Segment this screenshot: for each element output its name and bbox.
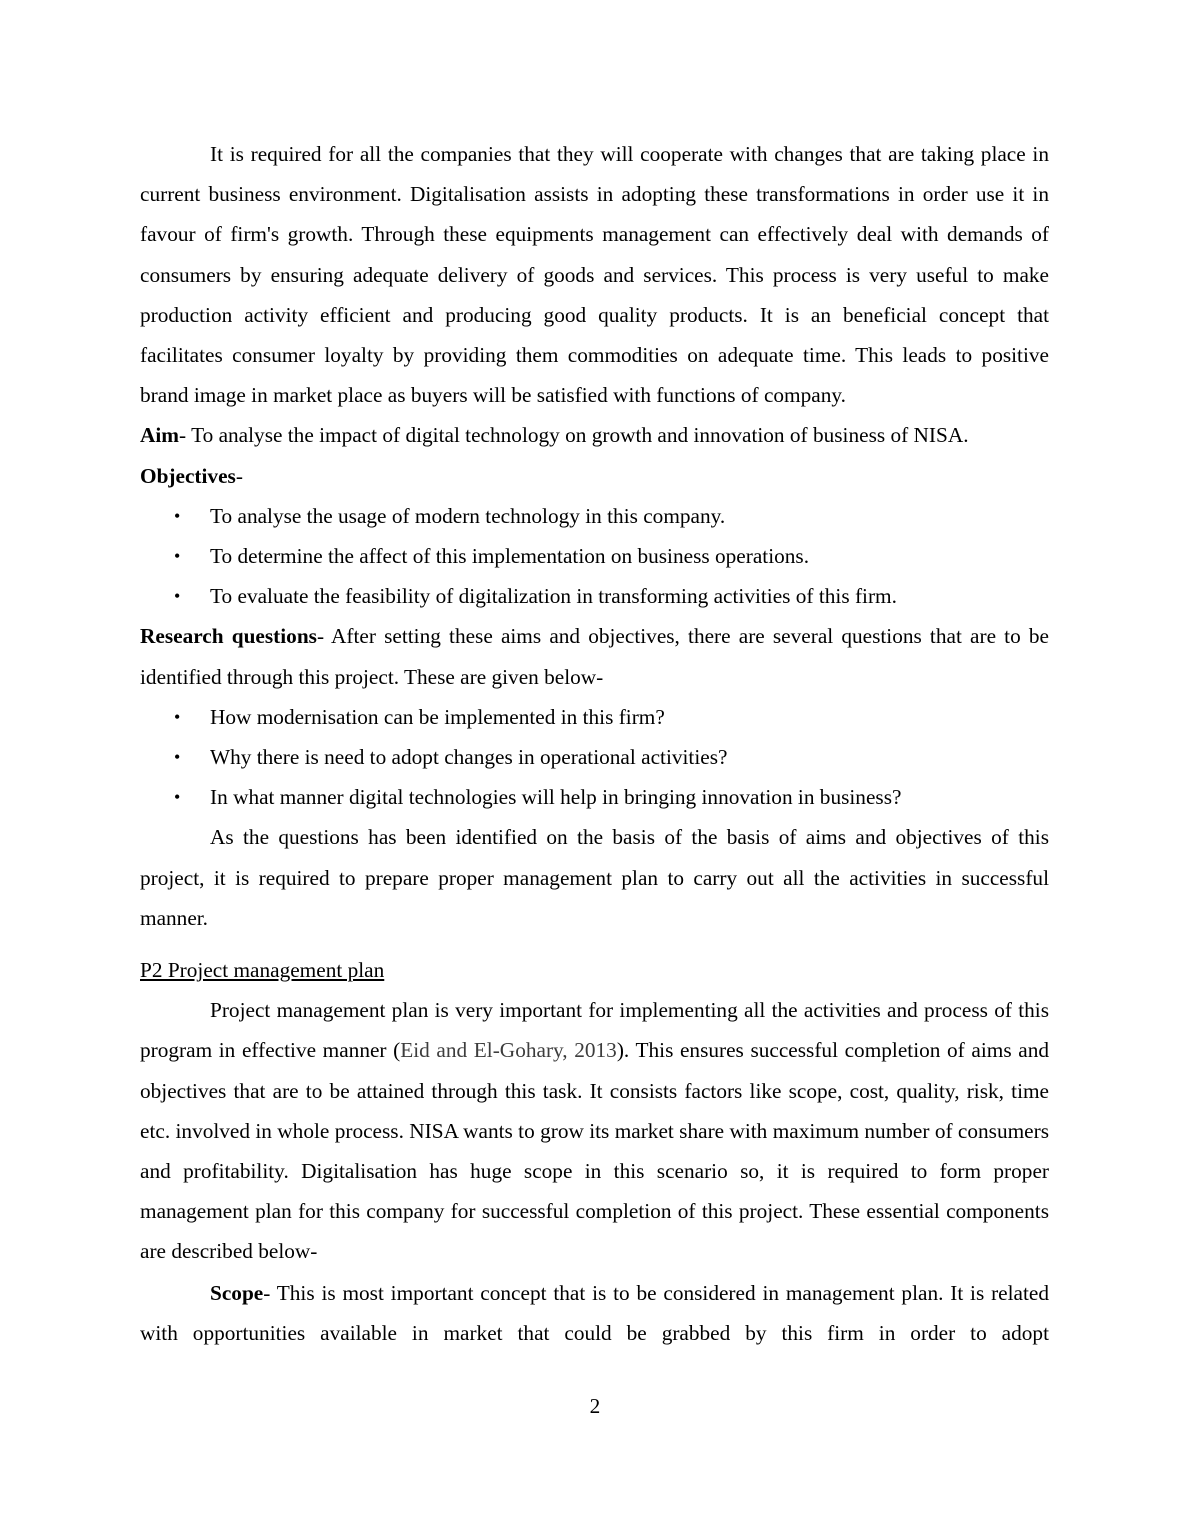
research-questions-text: - After setting these aims and objectives, there are several questions that are to be identified through this project. These are given below- <box>140 624 1049 689</box>
objectives-label: Objectives <box>140 463 236 488</box>
research-questions-label: Research questions <box>140 624 317 649</box>
research-questions-closing: As the questions has been identified on the basis of the basis of aims and objectives of this project, it is required to prepare proper management plan to carry out all the activities in successful manner. <box>140 825 1049 930</box>
bullet-icon: • <box>174 546 181 567</box>
list-item <box>140 576 1049 616</box>
page-number: 2 <box>589 1394 601 1418</box>
aim-text: - To analyse the impact of digital technology on growth and innovation of business of NISA. <box>179 423 969 448</box>
research-questions-paragraph <box>140 616 1049 696</box>
p2-paragraph <box>140 990 1049 1271</box>
bullet-icon: • <box>174 586 181 607</box>
list-item-text: In what manner digital technologies will help in bringing innovation in business? <box>210 785 902 810</box>
list-item-text: Why there is need to adopt changes in operational activities? <box>210 745 728 770</box>
bullet-icon: • <box>174 505 181 526</box>
bullet-icon: • <box>174 706 181 727</box>
objectives-list <box>140 496 1049 617</box>
list-item-text: To evaluate the feasibility of digitalization in transforming activities of this firm. <box>210 584 897 609</box>
document-page <box>140 134 1049 1353</box>
list-item <box>140 697 1049 737</box>
scope-label: Scope <box>210 1280 264 1305</box>
bullet-icon: • <box>174 747 181 768</box>
aim-label: Aim <box>140 423 180 448</box>
citation-link[interactable]: Eid and El-Gohary, 2013 <box>400 1038 617 1063</box>
intro-paragraph: It is required for all the companies that they will cooperate with changes that are taking place in current business environment. Digitalisation assists in adopting these transformations in order use it in favour of firm's growth. Through these equipments management can effectively deal with demands of consumers by ensuring adequate delivery of goods and services. This process is very useful to make production activity efficient and producing good quality products. It is an beneficial concept that facilitates consumer loyalty by providing them commodities on adequate time. This leads to positive brand image in market place as buyers will be satisfied with functions of company. <box>140 142 1049 408</box>
p2-text-before: Project management plan is very important for implementing all the activities and process of this program in effective manner ( <box>140 998 1049 1063</box>
list-item <box>140 777 1049 817</box>
list-item <box>140 536 1049 576</box>
objectives-suffix: - <box>235 463 243 488</box>
section-heading-p2: P2 Project management plan <box>140 958 385 983</box>
objectives-heading <box>140 456 1049 496</box>
list-item-text: How modernisation can be implemented in this firm? <box>210 704 665 729</box>
scope-text: - This is most important concept that is to be considered in management plan. It is related with opportunities available in market that could be grabbed by this firm in order to adopt <box>140 1280 1049 1345</box>
list-item <box>140 496 1049 536</box>
bullet-icon: • <box>174 787 181 808</box>
list-item-text: To determine the affect of this implementation on business operations. <box>210 544 810 569</box>
scope-paragraph <box>140 1273 1049 1353</box>
list-item <box>140 737 1049 777</box>
list-item-text: To analyse the usage of modern technology in this company. <box>210 503 726 528</box>
research-questions-list <box>140 697 1049 818</box>
p2-text-after: ). This ensures successful completion of aims and objectives that are to be attained through this task. It consists factors like scope, cost, quality, risk, time etc. involved in whole process. NISA wants to grow its market share with maximum number of consumers and profitability. Digitalisation has huge scope in this scenario so, it is required to form proper management plan for this company for successful completion of this project. These essential components are described below- <box>140 1038 1049 1264</box>
aim-paragraph <box>140 415 1049 455</box>
